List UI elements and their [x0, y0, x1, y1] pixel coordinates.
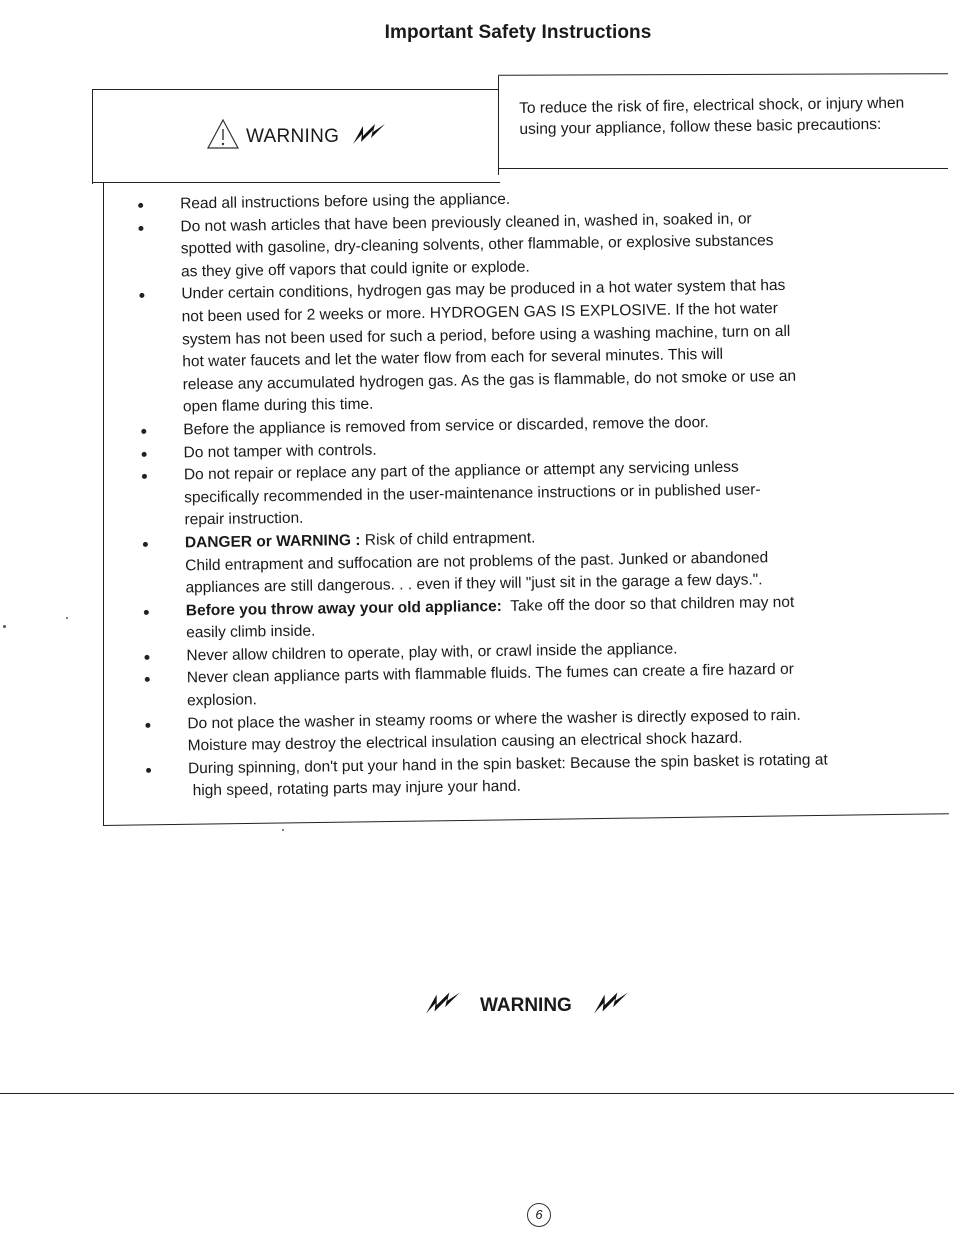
list-item-line: not been used for 2 weeks or more. HYDROGEN GAS IS EXPLOSIVE. If the hot water [181, 300, 778, 326]
list-item-line: repair instruction. [184, 510, 304, 529]
bullet [138, 225, 143, 230]
bullet [144, 610, 149, 615]
bullet [142, 474, 147, 479]
footer-rule [0, 1093, 954, 1094]
list-item-text: Take off the door so that children may not [501, 593, 795, 615]
bullet [143, 542, 148, 547]
list-item-line: Moisture may destroy the electrical insulation causing an electrical shock hazard. [187, 729, 743, 755]
list-item-line: Do not repair or replace any part of the appliance or attempt any servicing unless [183, 458, 739, 484]
warning-intro [519, 92, 940, 140]
list-item-line: Never clean appliance parts with flammable fluids. The fumes can create a fire hazard or [186, 661, 794, 687]
list-item-line: high speed, rotating parts may injure your hand. [188, 778, 522, 800]
list-item [144, 748, 885, 804]
list-item [141, 523, 882, 601]
list-item-line: hot water faucets and let the water flow from each for several minutes. This will [182, 345, 724, 371]
box-bottom-rule [103, 813, 949, 826]
list-item-line: explosion. [186, 691, 257, 710]
list-item-line: Do not wash articles that have been previously cleaned in, washed in, soaked in, or [180, 210, 752, 235]
box-top-left-rule [92, 89, 499, 90]
list-item [137, 274, 879, 420]
bullet [144, 655, 149, 660]
list-item-line: Never allow children to operate, play with, or crawl inside the appliance. [186, 640, 678, 665]
scan-speck [66, 617, 68, 619]
danger-label: DANGER or WARNING : [184, 531, 361, 552]
bullet [139, 293, 144, 298]
disposal-label: Before you throw away your old appliance: [185, 597, 503, 620]
lightning-bolt-icon [592, 990, 630, 1022]
list-item-line: spotted with gasoline, dry-cleaning solvents, other flammable, or explosive substances [180, 232, 774, 258]
warning-triangle-icon [206, 118, 240, 156]
list-item-line: Do not place the washer in steamy rooms or where the washer is directly exposed to rain. [187, 706, 801, 732]
box-left-rule-upper [92, 89, 93, 184]
bullet [145, 677, 150, 682]
list-item [136, 206, 877, 284]
box-mid-rule [498, 168, 948, 169]
bottom-warning [424, 990, 630, 1022]
safety-instruction-list [136, 184, 884, 804]
scan-speck [3, 625, 6, 628]
list-item-line: as they give off vapors that could ignite or explode. [180, 258, 530, 281]
list-item-line: appliances are still dangerous. . . even if they will "just sit in the garage a few days.". [185, 571, 763, 597]
list-item-line: Read all instructions before using the appliance. [180, 190, 511, 213]
list-item-line: specifically recommended in the user-maintenance instructions or in published user- [184, 481, 761, 507]
list-item [140, 455, 881, 533]
lightning-bolt-icon [351, 122, 387, 152]
list-item-line: Do not tamper with controls. [183, 441, 377, 461]
bullet [145, 723, 150, 728]
warning-heading [206, 118, 387, 156]
list-item-line: release any accumulated hydrogen gas. As the gas is flammable, do not smoke or use an [182, 367, 797, 394]
list-item-line: Under certain conditions, hydrogen gas may be produced in a hot water system that has [181, 277, 786, 303]
bullet [142, 451, 147, 456]
list-item-line: system has not been used for such a period, before using a washing machine, turn on all [181, 322, 791, 348]
box-divider-rule [498, 76, 499, 175]
box-left-rule-lower [103, 182, 104, 826]
list-item-text: Risk of child entrapment. [360, 529, 536, 549]
bottom-warning-text: WARNING [480, 995, 572, 1016]
box-header-rule [92, 182, 500, 183]
warning-heading-text: WARNING [246, 126, 340, 147]
list-item-line: open flame during this time. [182, 396, 374, 416]
bullet [146, 768, 151, 773]
list-item-line: During spinning, don't put your hand in the spin basket: Because the spin basket is rotating at [187, 751, 828, 778]
list-item-line: Child entrapment and suffocation are not problems of the past. Junked or abandoned [185, 548, 769, 574]
list-item-line: easily climb inside. [186, 622, 316, 642]
bullet [138, 203, 143, 208]
warning-intro-line: To reduce the risk of fire, electrical shock, or injury when [519, 94, 905, 117]
bullet [141, 429, 146, 434]
lightning-bolt-icon [424, 990, 462, 1022]
page-title: Important Safety Instructions [384, 22, 652, 43]
scan-speck [282, 829, 284, 831]
list-item-line: Before the appliance is removed from service or discarded, remove the door. [183, 413, 709, 439]
page-number: 6 [527, 1203, 551, 1227]
box-top-rule [498, 73, 948, 76]
warning-intro-line: using your appliance, follow these basic precautions: [519, 115, 882, 138]
